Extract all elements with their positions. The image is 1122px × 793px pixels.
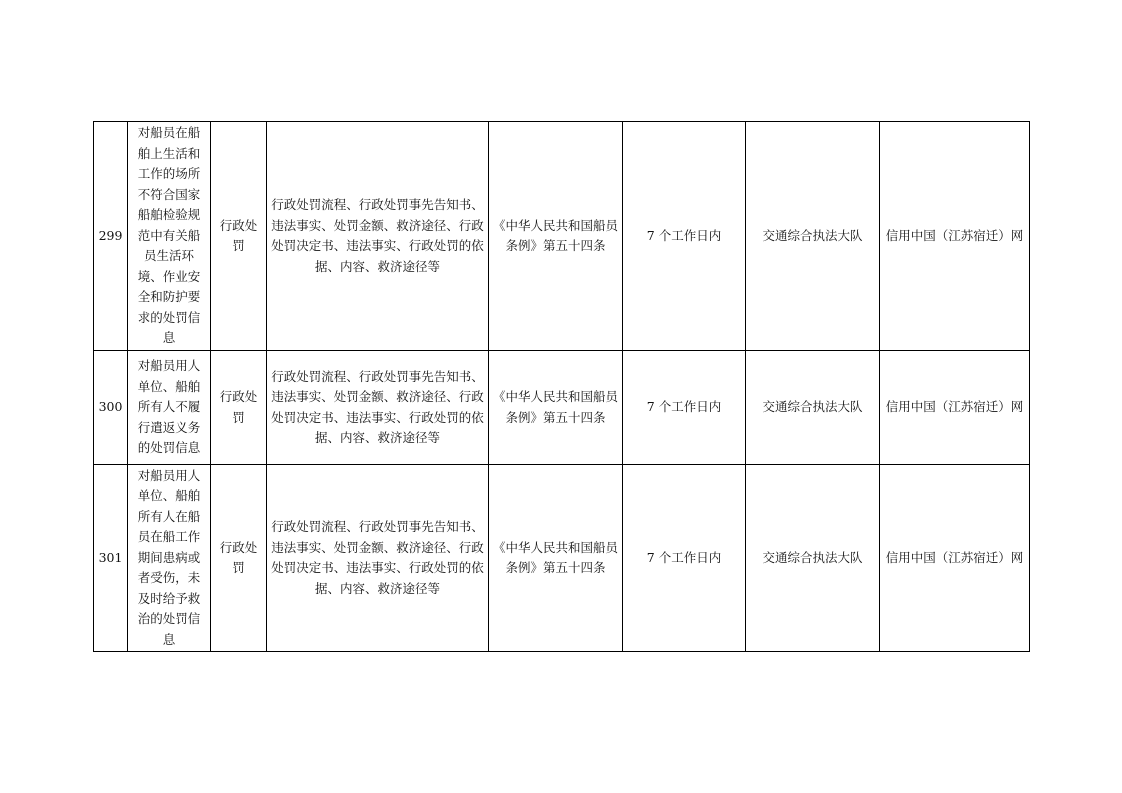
- table-row: [94, 465, 1030, 652]
- time-limit-cell: 7 个工作日内: [623, 122, 746, 351]
- time-limit-cell: 7 个工作日内: [623, 351, 746, 465]
- category-cell: 行政处罚: [211, 351, 267, 465]
- matter-cell: 对船员用人单位、船舶所有人在船员在船工作期间患病或者受伤，未及时给予救治的处罚信息: [128, 465, 211, 652]
- channel-cell: 信用中国（江苏宿迁）网: [880, 122, 1030, 351]
- department-cell: 交通综合执法大队: [746, 122, 880, 351]
- basis-cell: 《中华人民共和国船员条例》第五十四条: [489, 465, 623, 652]
- category-cell: 行政处罚: [211, 122, 267, 351]
- table-row: [94, 122, 1030, 351]
- table-row: [94, 351, 1030, 465]
- matter-cell: 对船员用人单位、船舶所有人不履行遣返义务的处罚信息: [128, 351, 211, 465]
- row-number: 300: [94, 351, 128, 465]
- basis-cell: 《中华人民共和国船员条例》第五十四条: [489, 351, 623, 465]
- basis-cell: 《中华人民共和国船员条例》第五十四条: [489, 122, 623, 351]
- channel-cell: 信用中国（江苏宿迁）网: [880, 465, 1030, 652]
- department-cell: 交通综合执法大队: [746, 351, 880, 465]
- row-number: 299: [94, 122, 128, 351]
- content-cell: 行政处罚流程、行政处罚事先告知书、违法事实、处罚金额、救济途径、行政处罚决定书、违法事实、行政处罚的依据、内容、救济途径等: [267, 351, 489, 465]
- row-number: 301: [94, 465, 128, 652]
- time-limit-cell: 7 个工作日内: [623, 465, 746, 652]
- department-cell: 交通综合执法大队: [746, 465, 880, 652]
- content-cell: 行政处罚流程、行政处罚事先告知书、违法事实、处罚金额、救济途径、行政处罚决定书、违法事实、行政处罚的依据、内容、救济途径等: [267, 465, 489, 652]
- category-cell: 行政处罚: [211, 465, 267, 652]
- channel-cell: 信用中国（江苏宿迁）网: [880, 351, 1030, 465]
- disclosure-table: [93, 121, 1030, 652]
- content-cell: 行政处罚流程、行政处罚事先告知书、违法事实、处罚金额、救济途径、行政处罚决定书、违法事实、行政处罚的依据、内容、救济途径等: [267, 122, 489, 351]
- matter-cell: 对船员在船舶上生活和工作的场所不符合国家船舶检验规范中有关船员生活环境、作业安全和防护要求的处罚信息: [128, 122, 211, 351]
